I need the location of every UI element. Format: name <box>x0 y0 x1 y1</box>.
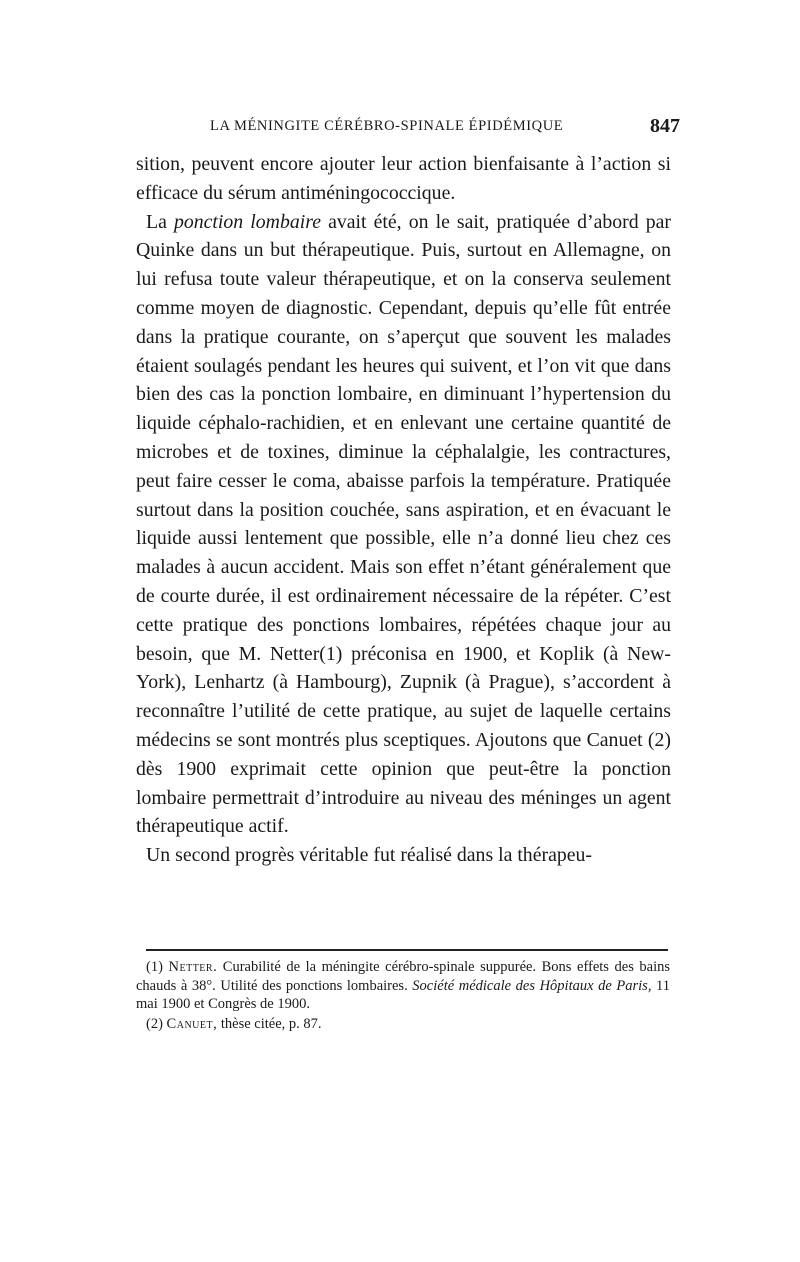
paragraph-1 <box>136 150 671 208</box>
page-number: 847 <box>650 115 680 137</box>
paragraph-1-text: sition, peuvent encore ajouter leur action bienfaisante à l’action si efficace du sérum antiméningococcique. <box>136 153 671 204</box>
paragraph-2 <box>136 208 671 842</box>
main-text <box>136 150 671 870</box>
footnote-2-author: Canuet, <box>166 1015 218 1032</box>
footnote-ref-1: (1) <box>319 642 343 665</box>
footnote-1-text-a: Curabilité de la méningite cérébro-spinale suppurée. Bons effets des bains chauds à 38°. Utilité des ponctions lombaires. <box>136 959 671 994</box>
paragraph-2-lead: La <box>146 210 167 233</box>
footnote-2 <box>136 1015 670 1034</box>
footnote-ref-2: (2) <box>647 728 671 751</box>
paragraph-2-text-b: préconisa en 1900, et Koplik (à New-York), Lenhartz (à Hambourg), Zupnik (à Prague), s’accordent à reconnaître l’utilité de cette pratique, au sujet de laquelle certains médecins se sont montrés plus sceptiques. Ajoutons que Canuet <box>136 642 671 751</box>
footnotes <box>136 958 670 1033</box>
footnote-1-text-b: 11 mai 1900 et Congrès de 1900. <box>136 977 671 1012</box>
running-title: LA MÉNINGITE CÉRÉBRO-SPINALE ÉPIDÉMIQUE <box>210 118 564 134</box>
paragraph-3-text: Un second progrès véritable fut réalisé dans la thérapeu- <box>146 844 592 867</box>
footnote-2-marker: (2) <box>146 1015 163 1032</box>
footnote-1-journal: Société médicale des Hôpitaux de Paris, <box>412 977 652 994</box>
footnote-1-author: Netter. <box>168 959 218 975</box>
footnote-2-text: thèse citée, p. 87. <box>220 1015 322 1032</box>
footnote-divider <box>146 949 668 951</box>
paragraph-3 <box>136 841 671 870</box>
paragraph-2-text-c: dès 1900 exprimait cette opinion que peut-être la ponction lombaire permettrait d’introduire au niveau des méninges un agent thérapeutique actif. <box>136 757 671 838</box>
footnote-1-marker: (1) <box>146 959 163 975</box>
paragraph-2-text-a: avait été, on le sait, pratiquée d’abord par Quinke dans un but thérapeutique. Puis, surtout en Allemagne, on lui refusa toute valeur thérapeutique, et on la conserva seulement comme moyen de diagnostic. Cependant, depuis qu’elle fût entrée dans la pratique courante, on s’aperçut que souvent les malades étaient soulagés pendant les heures qui suivent, et l’on vit que dans bien des cas la ponction lombaire, en diminuant l’hypertension du liquide céphalo-rachidien, et en enlevant une certaine quantité de microbes et de toxines, diminue la céphalalgie, les contractures, peut faire cesser le coma, abaisse parfois la température. Pratiquée surtout dans la position couchée, sans aspiration, et en évacuant le liquide aussi lentement que possible, elle n’a donné lieu chez ces malades à aucun accident. Mais son effet n’étant généralement que de courte durée, il est ordinairement nécessaire de la répéter. C’est cette pratique des ponctions lombaires, répétées chaque jour au besoin, que M. Netter <box>136 210 671 665</box>
running-header <box>210 115 680 142</box>
italic-term: ponction lombaire <box>173 210 321 233</box>
footnote-1 <box>136 958 670 1014</box>
